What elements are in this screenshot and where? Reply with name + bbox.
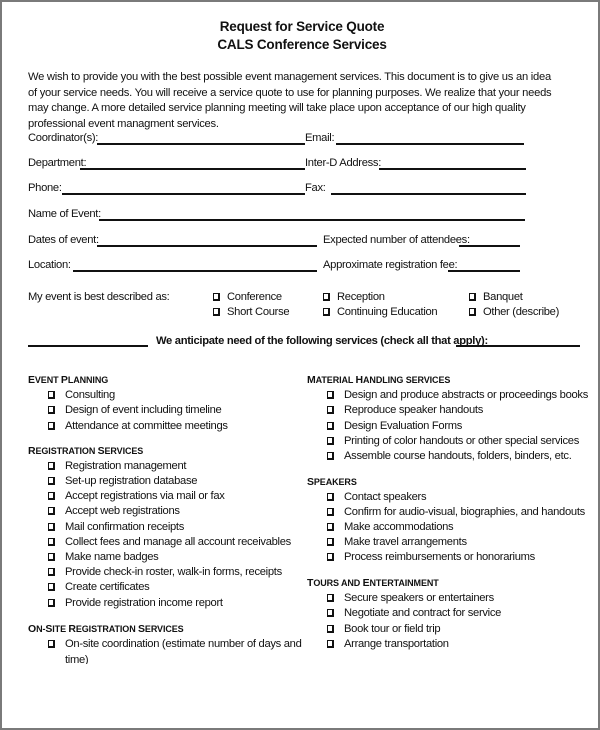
phone-label: Phone: <box>28 182 62 194</box>
checkbox-icon[interactable] <box>323 293 330 301</box>
section-onsite-title: ON-SITE REGISTRATION SERVICES <box>28 623 184 635</box>
checkbox-icon[interactable] <box>327 523 334 531</box>
checkbox-icon[interactable] <box>48 599 55 607</box>
checkbox-icon[interactable] <box>327 406 334 414</box>
service-item[interactable]: Assemble course handouts, folders, binders, etc. <box>327 450 572 462</box>
checkbox-icon[interactable] <box>327 609 334 617</box>
section-registration-title: REGISTRATION SERVICES <box>28 445 144 457</box>
checkbox-icon[interactable] <box>48 462 55 470</box>
interd-address-input[interactable] <box>379 168 526 170</box>
coordinators-input[interactable] <box>97 143 305 145</box>
checkbox-icon[interactable] <box>48 492 55 500</box>
checkbox-icon[interactable] <box>48 477 55 485</box>
checkbox-icon[interactable] <box>48 640 55 648</box>
checkbox-icon[interactable] <box>48 406 55 414</box>
checkbox-icon[interactable] <box>48 422 55 430</box>
event-name-label: Name of Event: <box>28 208 101 220</box>
checkbox-icon[interactable] <box>469 293 476 301</box>
email-label: Email: <box>305 132 335 144</box>
checkbox-icon[interactable] <box>48 507 55 515</box>
event-type-label: My event is best described as: <box>28 291 170 303</box>
phone-input[interactable] <box>62 193 305 195</box>
checkbox-icon[interactable] <box>327 553 334 561</box>
section-event-planning-title: EVENT PLANNING <box>28 374 109 386</box>
service-item[interactable]: Accept web registrations <box>48 505 180 517</box>
section-material-title: MATERIAL HANDLING SERVICES <box>307 374 451 386</box>
checkbox-icon[interactable] <box>327 594 334 602</box>
service-item[interactable]: Set-up registration database <box>48 475 197 487</box>
event-type-continuing-education[interactable]: Continuing Education <box>323 306 437 318</box>
service-item[interactable]: Arrange transportation <box>327 638 449 650</box>
service-item[interactable]: Provide check-in roster, walk-in forms, receipts <box>48 566 282 578</box>
event-dates-label: Dates of event: <box>28 234 99 246</box>
checkbox-icon[interactable] <box>48 523 55 531</box>
heading-rule-left <box>28 345 148 347</box>
service-item[interactable]: Make travel arrangements <box>327 536 467 548</box>
checkbox-icon[interactable] <box>48 391 55 399</box>
checkbox-icon[interactable] <box>469 308 476 316</box>
heading-rule-right <box>456 345 580 347</box>
service-item[interactable]: Reproduce speaker handouts <box>327 404 483 416</box>
event-type-banquet[interactable]: Banquet <box>469 291 523 303</box>
event-name-input[interactable] <box>99 219 525 221</box>
interd-address-label: Inter-D Address: <box>305 157 382 169</box>
service-item[interactable]: Collect fees and manage all account receivables <box>48 536 291 548</box>
service-item[interactable]: Provide registration income report <box>48 597 223 609</box>
checkbox-icon[interactable] <box>213 293 220 301</box>
service-item[interactable]: Design of event including timeline <box>48 404 221 416</box>
checkbox-icon[interactable] <box>213 308 220 316</box>
checkbox-icon[interactable] <box>48 553 55 561</box>
checkbox-icon[interactable] <box>48 538 55 546</box>
service-item[interactable]: Contact speakers <box>327 491 426 503</box>
location-label: Location: <box>28 259 71 271</box>
service-item[interactable]: Consulting <box>48 389 115 401</box>
checkbox-icon[interactable] <box>327 625 334 633</box>
document-subtitle: CALS Conference Services <box>217 37 387 52</box>
location-input[interactable] <box>73 270 317 272</box>
fax-label: Fax: <box>305 182 326 194</box>
service-item[interactable]: Make accommodations <box>327 521 453 533</box>
service-item[interactable]: Process reimbursements or honorariums <box>327 551 535 563</box>
section-tours-title: TOURS AND ENTERTAINMENT <box>307 577 439 589</box>
checkbox-icon[interactable] <box>48 583 55 591</box>
service-item[interactable]: Design Evaluation Forms <box>327 420 462 432</box>
event-type-conference[interactable]: Conference <box>213 291 282 303</box>
service-item[interactable]: Negotiate and contract for service <box>327 607 501 619</box>
checkbox-icon[interactable] <box>48 568 55 576</box>
service-item[interactable]: Mail confirmation receipts <box>48 521 184 533</box>
service-item[interactable]: Printing of color handouts or other special services <box>327 435 579 447</box>
service-item[interactable]: Registration management <box>48 460 186 472</box>
service-item[interactable]: Accept registrations via mail or fax <box>48 490 225 502</box>
registration-fee-input[interactable] <box>448 270 520 272</box>
checkbox-icon[interactable] <box>327 422 334 430</box>
registration-fee-label: Approximate registration fee: <box>323 259 458 271</box>
department-input[interactable] <box>80 168 305 170</box>
checkbox-icon[interactable] <box>327 391 334 399</box>
checkbox-icon[interactable] <box>327 493 334 501</box>
attendees-label: Expected number of attendees: <box>323 234 470 246</box>
checkbox-icon[interactable] <box>327 538 334 546</box>
checkbox-icon[interactable] <box>327 640 334 648</box>
service-item[interactable]: On-site coordination (estimate number of days and <box>48 638 302 650</box>
intro-paragraph: We wish to provide you with the best possible event management services. This document is to give us an idea of your service needs. You will receive a service quote to use for planning purposes. We realize that your needs may change. A more detailed service planning meeting will take place upon acceptance of our high quality professional event managment services. <box>28 71 552 130</box>
coordinators-label: Coordinator(s): <box>28 132 99 144</box>
service-item[interactable]: Create certificates <box>48 581 149 593</box>
checkbox-icon[interactable] <box>323 308 330 316</box>
service-item[interactable]: Design and produce abstracts or proceedings books <box>327 389 588 401</box>
service-item[interactable]: Make name badges <box>48 551 158 563</box>
service-item[interactable]: Attendance at committee meetings <box>48 420 228 432</box>
email-input[interactable] <box>336 143 524 145</box>
section-speakers-title: SPEAKERS <box>307 476 357 488</box>
event-type-reception[interactable]: Reception <box>323 291 385 303</box>
checkbox-icon[interactable] <box>327 452 334 460</box>
document-title: Request for Service Quote <box>219 19 385 34</box>
checkbox-icon[interactable] <box>327 437 334 445</box>
department-label: Department: <box>28 157 87 169</box>
event-type-other[interactable]: Other (describe) <box>469 306 559 318</box>
event-type-short-course[interactable]: Short Course <box>213 306 289 318</box>
services-heading: We anticipate need of the following services (check all that apply): <box>156 335 488 347</box>
service-item[interactable]: Book tour or field trip <box>327 623 440 635</box>
service-item[interactable]: Confirm for audio-visual, biographies, and handouts <box>327 506 585 518</box>
event-dates-input[interactable] <box>97 245 317 247</box>
checkbox-icon[interactable] <box>327 508 334 516</box>
service-item[interactable]: Secure speakers or entertainers <box>327 592 494 604</box>
fax-input[interactable] <box>331 193 526 195</box>
service-item-continuation: time) <box>65 654 89 664</box>
attendees-input[interactable] <box>459 245 520 247</box>
